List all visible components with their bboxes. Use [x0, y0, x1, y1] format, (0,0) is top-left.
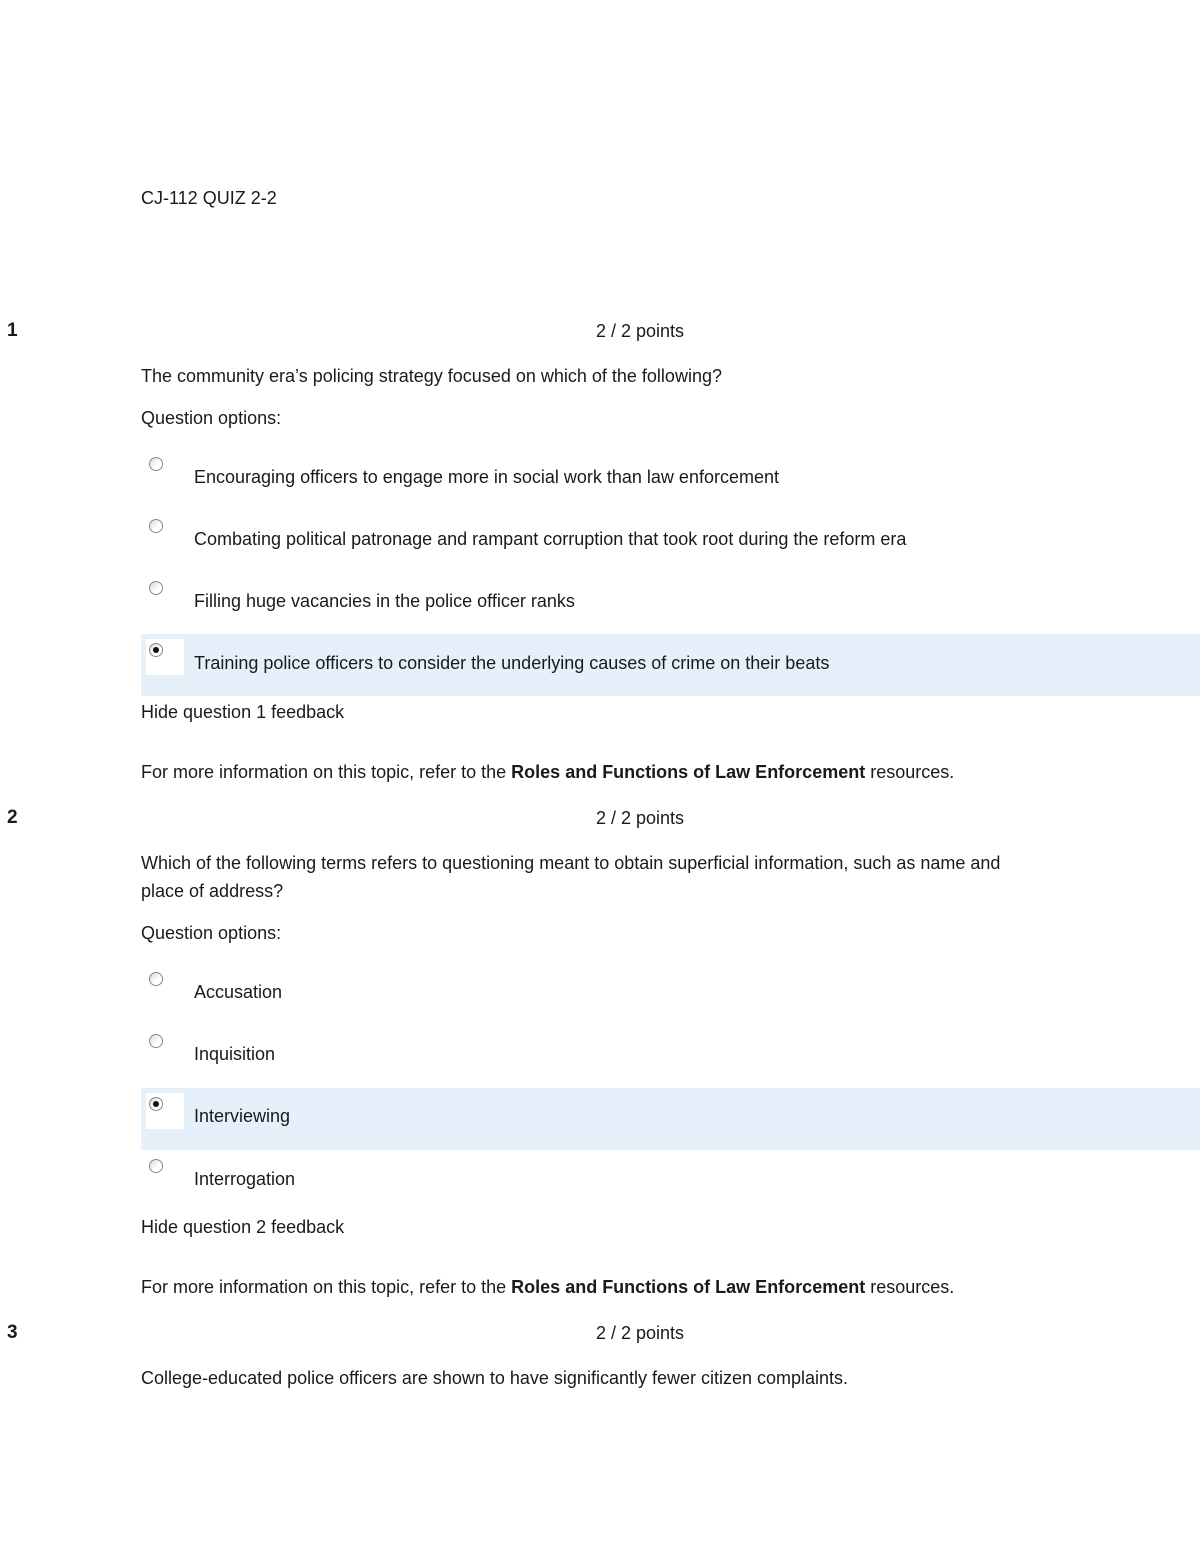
feedback-text — [141, 762, 954, 783]
answer-option-selected[interactable] — [141, 634, 1200, 696]
answer-option-label: Filling huge vacancies in the police officer ranks — [194, 591, 575, 611]
radio-container — [146, 453, 184, 489]
radio-button[interactable] — [149, 972, 163, 986]
question-points: 2 / 2 points — [596, 1323, 685, 1343]
radio-container — [146, 968, 184, 1004]
answer-option-label: Training police officers to consider the underlying causes of crime on their beats — [194, 653, 830, 673]
question-options-label: Question options: — [141, 923, 282, 943]
hide-feedback-link[interactable]: Hide question 2 feedback — [141, 1217, 345, 1237]
answer-option[interactable] — [141, 1150, 1200, 1212]
answer-option[interactable] — [141, 448, 1200, 510]
radio-dot-icon — [153, 647, 159, 653]
question-number: 3 — [7, 1322, 18, 1343]
page-title: CJ-112 QUIZ 2-2 — [141, 188, 277, 208]
feedback-prefix: For more information on this topic, refer to the — [141, 1277, 512, 1297]
question-number: 1 — [7, 320, 18, 341]
answer-option[interactable] — [141, 572, 1200, 634]
question-points: 2 / 2 points — [596, 808, 685, 828]
feedback-resource: Roles and Functions of Law Enforcement — [511, 762, 866, 782]
radio-button[interactable] — [149, 581, 163, 595]
answer-option-label: Inquisition — [194, 1044, 276, 1064]
radio-container — [146, 515, 184, 551]
radio-button-checked[interactable] — [149, 1097, 163, 1111]
answer-option[interactable] — [141, 1025, 1200, 1087]
hide-feedback-link[interactable]: Hide question 1 feedback — [141, 702, 345, 722]
feedback-resource: Roles and Functions of Law Enforcement — [511, 1277, 866, 1297]
feedback-suffix: resources. — [865, 762, 955, 782]
question-number: 2 — [7, 807, 18, 828]
answer-option-label: Interrogation — [194, 1169, 296, 1189]
radio-container — [146, 639, 184, 675]
radio-dot-icon — [153, 1101, 159, 1107]
answer-option-label: Encouraging officers to engage more in social work than law enforcement — [194, 467, 779, 487]
answer-option-label: Combating political patronage and rampant corruption that took root during the reform era — [194, 529, 907, 549]
radio-container — [146, 1030, 184, 1066]
answer-option-label: Accusation — [194, 982, 283, 1002]
radio-container — [146, 1093, 184, 1129]
radio-button[interactable] — [149, 457, 163, 471]
answer-option-label: Interviewing — [194, 1106, 291, 1126]
radio-button[interactable] — [149, 1034, 163, 1048]
feedback-suffix: resources. — [865, 1277, 955, 1297]
feedback-prefix: For more information on this topic, refer to the — [141, 762, 512, 782]
feedback-text — [141, 1277, 954, 1298]
radio-button-checked[interactable] — [149, 643, 163, 657]
question-options-label: Question options: — [141, 408, 282, 428]
question-points: 2 / 2 points — [596, 321, 685, 341]
question-text: The community era’s policing strategy focused on which of the following? — [141, 366, 722, 386]
question-text: Which of the following terms refers to questioning meant to obtain superficial information, such as name and place of address? — [141, 853, 1001, 901]
question-text: College-educated police officers are shown to have significantly fewer citizen complaints. — [141, 1368, 849, 1388]
answer-option[interactable] — [141, 963, 1200, 1025]
radio-container — [146, 577, 184, 613]
radio-container — [146, 1155, 184, 1191]
answer-option[interactable] — [141, 510, 1200, 572]
radio-button[interactable] — [149, 1159, 163, 1173]
radio-button[interactable] — [149, 519, 163, 533]
answer-option-selected[interactable] — [141, 1088, 1200, 1150]
